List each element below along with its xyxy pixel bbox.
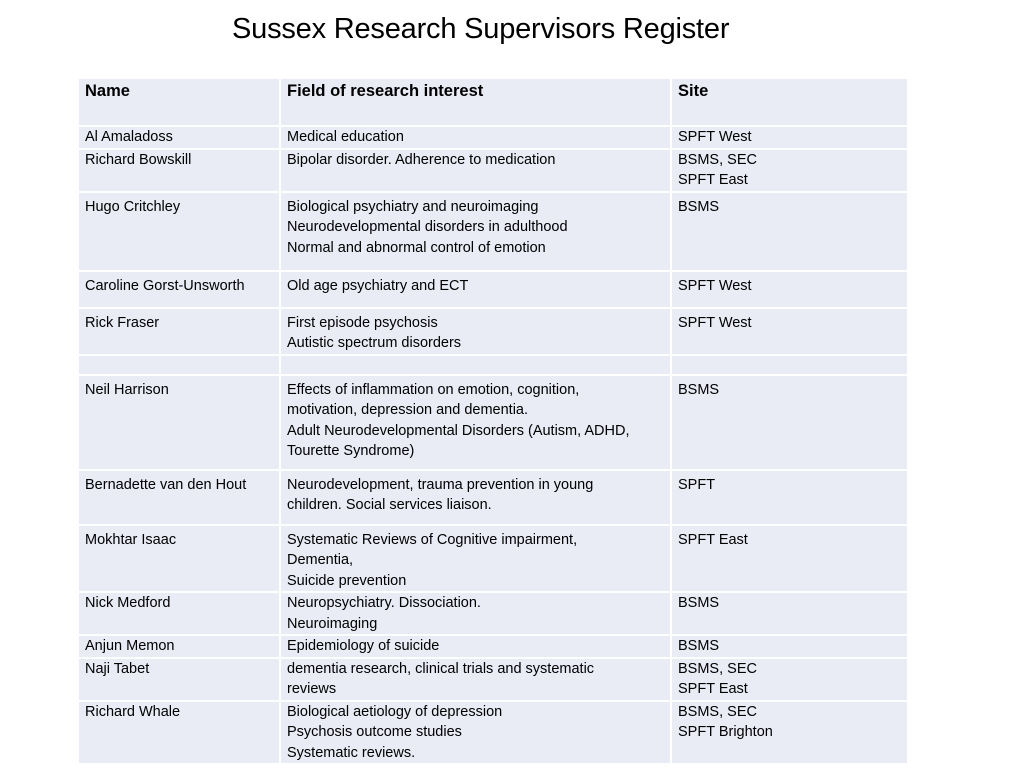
table-row [78,126,908,149]
site-cell [671,635,908,658]
field-cell-line: Normal and abnormal control of emotion [287,239,546,256]
header-name: Name [78,78,280,126]
name-cell-line: Al Amaladoss [85,129,173,145]
site-cell-line: SPFT West [678,277,752,294]
site-cell [671,355,908,375]
table-row [78,375,908,470]
name-cell [78,658,280,701]
field-cell-line: Old age psychiatry and ECT [287,277,469,294]
field-cell [280,308,671,355]
site-cell-line: BSMS, SEC [678,151,757,168]
site-cell [671,271,908,308]
name-cell [78,355,280,375]
name-cell-line: Anjun Memon [85,638,175,654]
page-title: Sussex Research Supervisors Register [232,13,730,45]
site-cell [671,701,908,765]
name-cell-line: Richard Whale [85,703,181,720]
table-row [78,470,908,525]
table-row [78,149,908,192]
field-cell-line: Autistic spectrum disorders [287,335,462,351]
field-cell-line: motivation, depression and dementia. [287,402,529,418]
name-cell-line: Neil Harrison [85,381,169,398]
field-cell-line: dementia research, clinical trials and systematic [287,660,595,677]
name-cell [78,375,280,470]
field-cell-line: Systematic reviews. [287,744,416,761]
site-cell-line: BSMS [678,381,720,398]
field-cell-line: Tourette Syndrome) [287,443,415,459]
site-cell-line: SPFT West [678,314,752,331]
field-cell-line: Systematic Reviews of Cognitive impairment, [287,531,578,548]
field-cell [280,701,671,765]
field-cell [280,126,671,149]
name-cell-line: Mokhtar Isaac [85,531,177,548]
site-cell [671,308,908,355]
field-cell-line: Psychosis outcome studies [287,724,462,740]
header-field: Field of research interest [280,78,671,126]
site-cell-line: BSMS [678,638,720,654]
field-cell-line: Biological aetiology of depression [287,703,503,720]
site-cell [671,470,908,525]
field-cell [280,149,671,192]
field-cell-line: Epidemiology of suicide [287,638,440,654]
field-cell-line: Adult Neurodevelopmental Disorders (Autism, ADHD, [287,422,630,439]
name-cell [78,308,280,355]
site-cell-line: SPFT East [678,681,748,697]
field-cell [280,271,671,308]
name-cell-line: Nick Medford [85,595,171,611]
site-cell [671,592,908,635]
name-cell [78,126,280,149]
field-cell [280,192,671,271]
site-cell-line: SPFT East [678,172,748,188]
table-row [78,271,908,308]
field-cell-line: Dementia, [287,552,354,568]
table-row [78,308,908,355]
field-cell-line: Neuroimaging [287,615,378,632]
name-cell [78,701,280,765]
name-cell [78,525,280,593]
site-cell [671,149,908,192]
field-cell [280,592,671,635]
name-cell-line: Naji Tabet [85,660,150,677]
name-cell-line: Rick Fraser [85,314,160,331]
field-cell [280,635,671,658]
site-cell [671,658,908,701]
supervisors-table [77,77,909,765]
name-cell [78,192,280,271]
site-cell [671,192,908,271]
site-cell [671,525,908,593]
site-cell-line: SPFT West [678,129,752,145]
field-cell [280,470,671,525]
field-cell-line: First episode psychosis [287,314,438,331]
site-cell-line: SPFT [678,476,716,493]
site-cell-line: BSMS [678,198,720,215]
field-cell-line: Neuropsychiatry. Dissociation. [287,595,481,611]
header-row [78,78,908,126]
field-cell [280,525,671,593]
field-cell-line: Suicide prevention [287,572,407,589]
name-cell [78,271,280,308]
name-cell-line: Hugo Critchley [85,198,181,215]
name-cell-line: Caroline Gorst-Unsworth [85,277,245,294]
site-cell-line: BSMS [678,595,720,611]
site-cell-line: BSMS, SEC [678,703,757,720]
field-cell [280,658,671,701]
table-row [78,592,908,635]
table-row [78,701,908,765]
field-cell [280,375,671,470]
site-cell-line: BSMS, SEC [678,660,757,677]
site-cell [671,126,908,149]
name-cell-line: Richard Bowskill [85,151,192,168]
name-cell [78,592,280,635]
site-cell-line: SPFT Brighton [678,724,773,740]
field-cell-line: reviews [287,681,337,697]
field-cell-line: Neurodevelopmental disorders in adulthood [287,219,568,235]
field-cell-line: Medical education [287,129,404,145]
table-row [78,192,908,271]
table-row [78,635,908,658]
field-cell [280,355,671,375]
name-cell [78,470,280,525]
field-cell-line: Biological psychiatry and neuroimaging [287,198,539,215]
field-cell-line: Neurodevelopment, trauma prevention in young [287,476,594,493]
field-cell-line: children. Social services liaison. [287,497,492,513]
site-cell-line: SPFT East [678,531,748,548]
table-row [78,658,908,701]
field-cell-line: Effects of inflammation on emotion, cognition, [287,381,580,398]
table-body [78,126,908,764]
table-row [78,355,908,375]
name-cell [78,635,280,658]
header-site: Site [671,78,908,126]
site-cell [671,375,908,470]
name-cell-line: Bernadette van den Hout [85,476,247,493]
table-row [78,525,908,593]
name-cell [78,149,280,192]
field-cell-line: Bipolar disorder. Adherence to medication [287,151,556,168]
